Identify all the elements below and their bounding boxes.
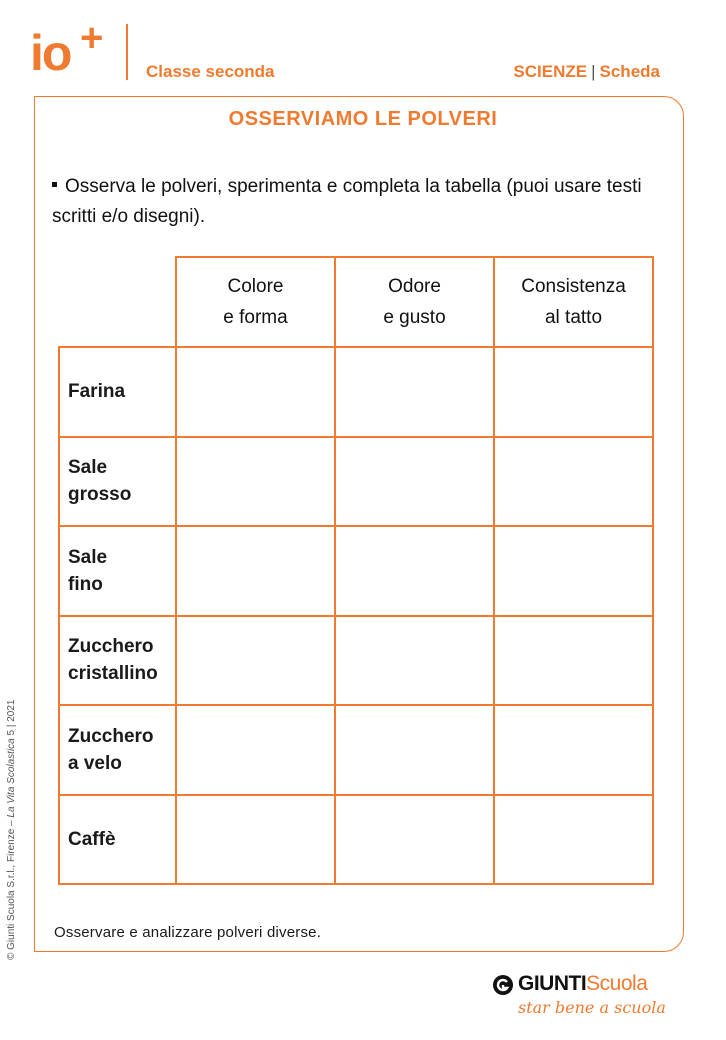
logo-text: io: [30, 25, 71, 81]
answer-cell[interactable]: [335, 616, 494, 706]
publisher-name: GIUNTIScuola: [518, 972, 648, 995]
column-header: Consistenza al tatto: [494, 257, 653, 347]
answer-cell[interactable]: [176, 705, 335, 795]
answer-cell[interactable]: [494, 437, 653, 527]
answer-cell[interactable]: [176, 795, 335, 885]
answer-cell[interactable]: [494, 705, 653, 795]
logo-plus: +: [80, 16, 104, 60]
row-label: Farina: [59, 347, 176, 437]
header-divider: [126, 24, 128, 80]
copyright-notice: © Giunti Scuola S.r.l., Firenze – La Vita Scolastica 5 | 2021: [6, 699, 17, 960]
answer-cell[interactable]: [494, 795, 653, 885]
subject-label: [513, 62, 660, 82]
answer-cell[interactable]: [494, 616, 653, 706]
sheet-title: OSSERVIAMO LE POLVERI: [228, 108, 498, 130]
learning-objective: Osservare e analizzare polveri diverse.: [54, 924, 322, 941]
answer-cell[interactable]: [335, 437, 494, 527]
row-label: Sale grosso: [59, 437, 176, 527]
table-row: [59, 437, 653, 527]
column-header: Colore e forma: [176, 257, 335, 347]
table-row: [59, 526, 653, 616]
answer-cell[interactable]: [335, 795, 494, 885]
io-plus-logo: [30, 16, 110, 82]
row-label: Zucchero cristallino: [59, 616, 176, 706]
answer-cell[interactable]: [176, 437, 335, 527]
row-label: Sale fino: [59, 526, 176, 616]
table-row: [59, 705, 653, 795]
table-header-row: [59, 257, 653, 347]
giunti-g-icon: [492, 974, 514, 996]
answer-cell[interactable]: [494, 526, 653, 616]
sheet-kind: Scheda: [599, 62, 660, 81]
column-header: Odore e gusto: [335, 257, 494, 347]
row-label: Zucchero a velo: [59, 705, 176, 795]
publisher-tagline: star bene a scuola: [518, 998, 666, 1017]
table-row: [59, 347, 653, 437]
answer-cell[interactable]: [494, 347, 653, 437]
table-row: [59, 795, 653, 885]
instruction-text: Osserva le polveri, sperimenta e completa la tabella (puoi usare testi scritti e/o disegni).: [52, 176, 642, 227]
answer-cell[interactable]: [335, 705, 494, 795]
table-row: [59, 616, 653, 706]
bullet-icon: [52, 182, 57, 187]
instruction: [52, 172, 662, 232]
answer-cell[interactable]: [335, 526, 494, 616]
observation-table: [58, 256, 654, 885]
answer-cell[interactable]: [176, 616, 335, 706]
subject-separator: |: [591, 62, 596, 81]
answer-cell[interactable]: [176, 526, 335, 616]
row-label: Caffè: [59, 795, 176, 885]
table-corner: [59, 257, 176, 347]
answer-cell[interactable]: [176, 347, 335, 437]
publisher-logo: [492, 972, 666, 1022]
answer-cell[interactable]: [335, 347, 494, 437]
subject-name: SCIENZE: [513, 62, 588, 81]
class-label: Classe seconda: [146, 62, 275, 81]
